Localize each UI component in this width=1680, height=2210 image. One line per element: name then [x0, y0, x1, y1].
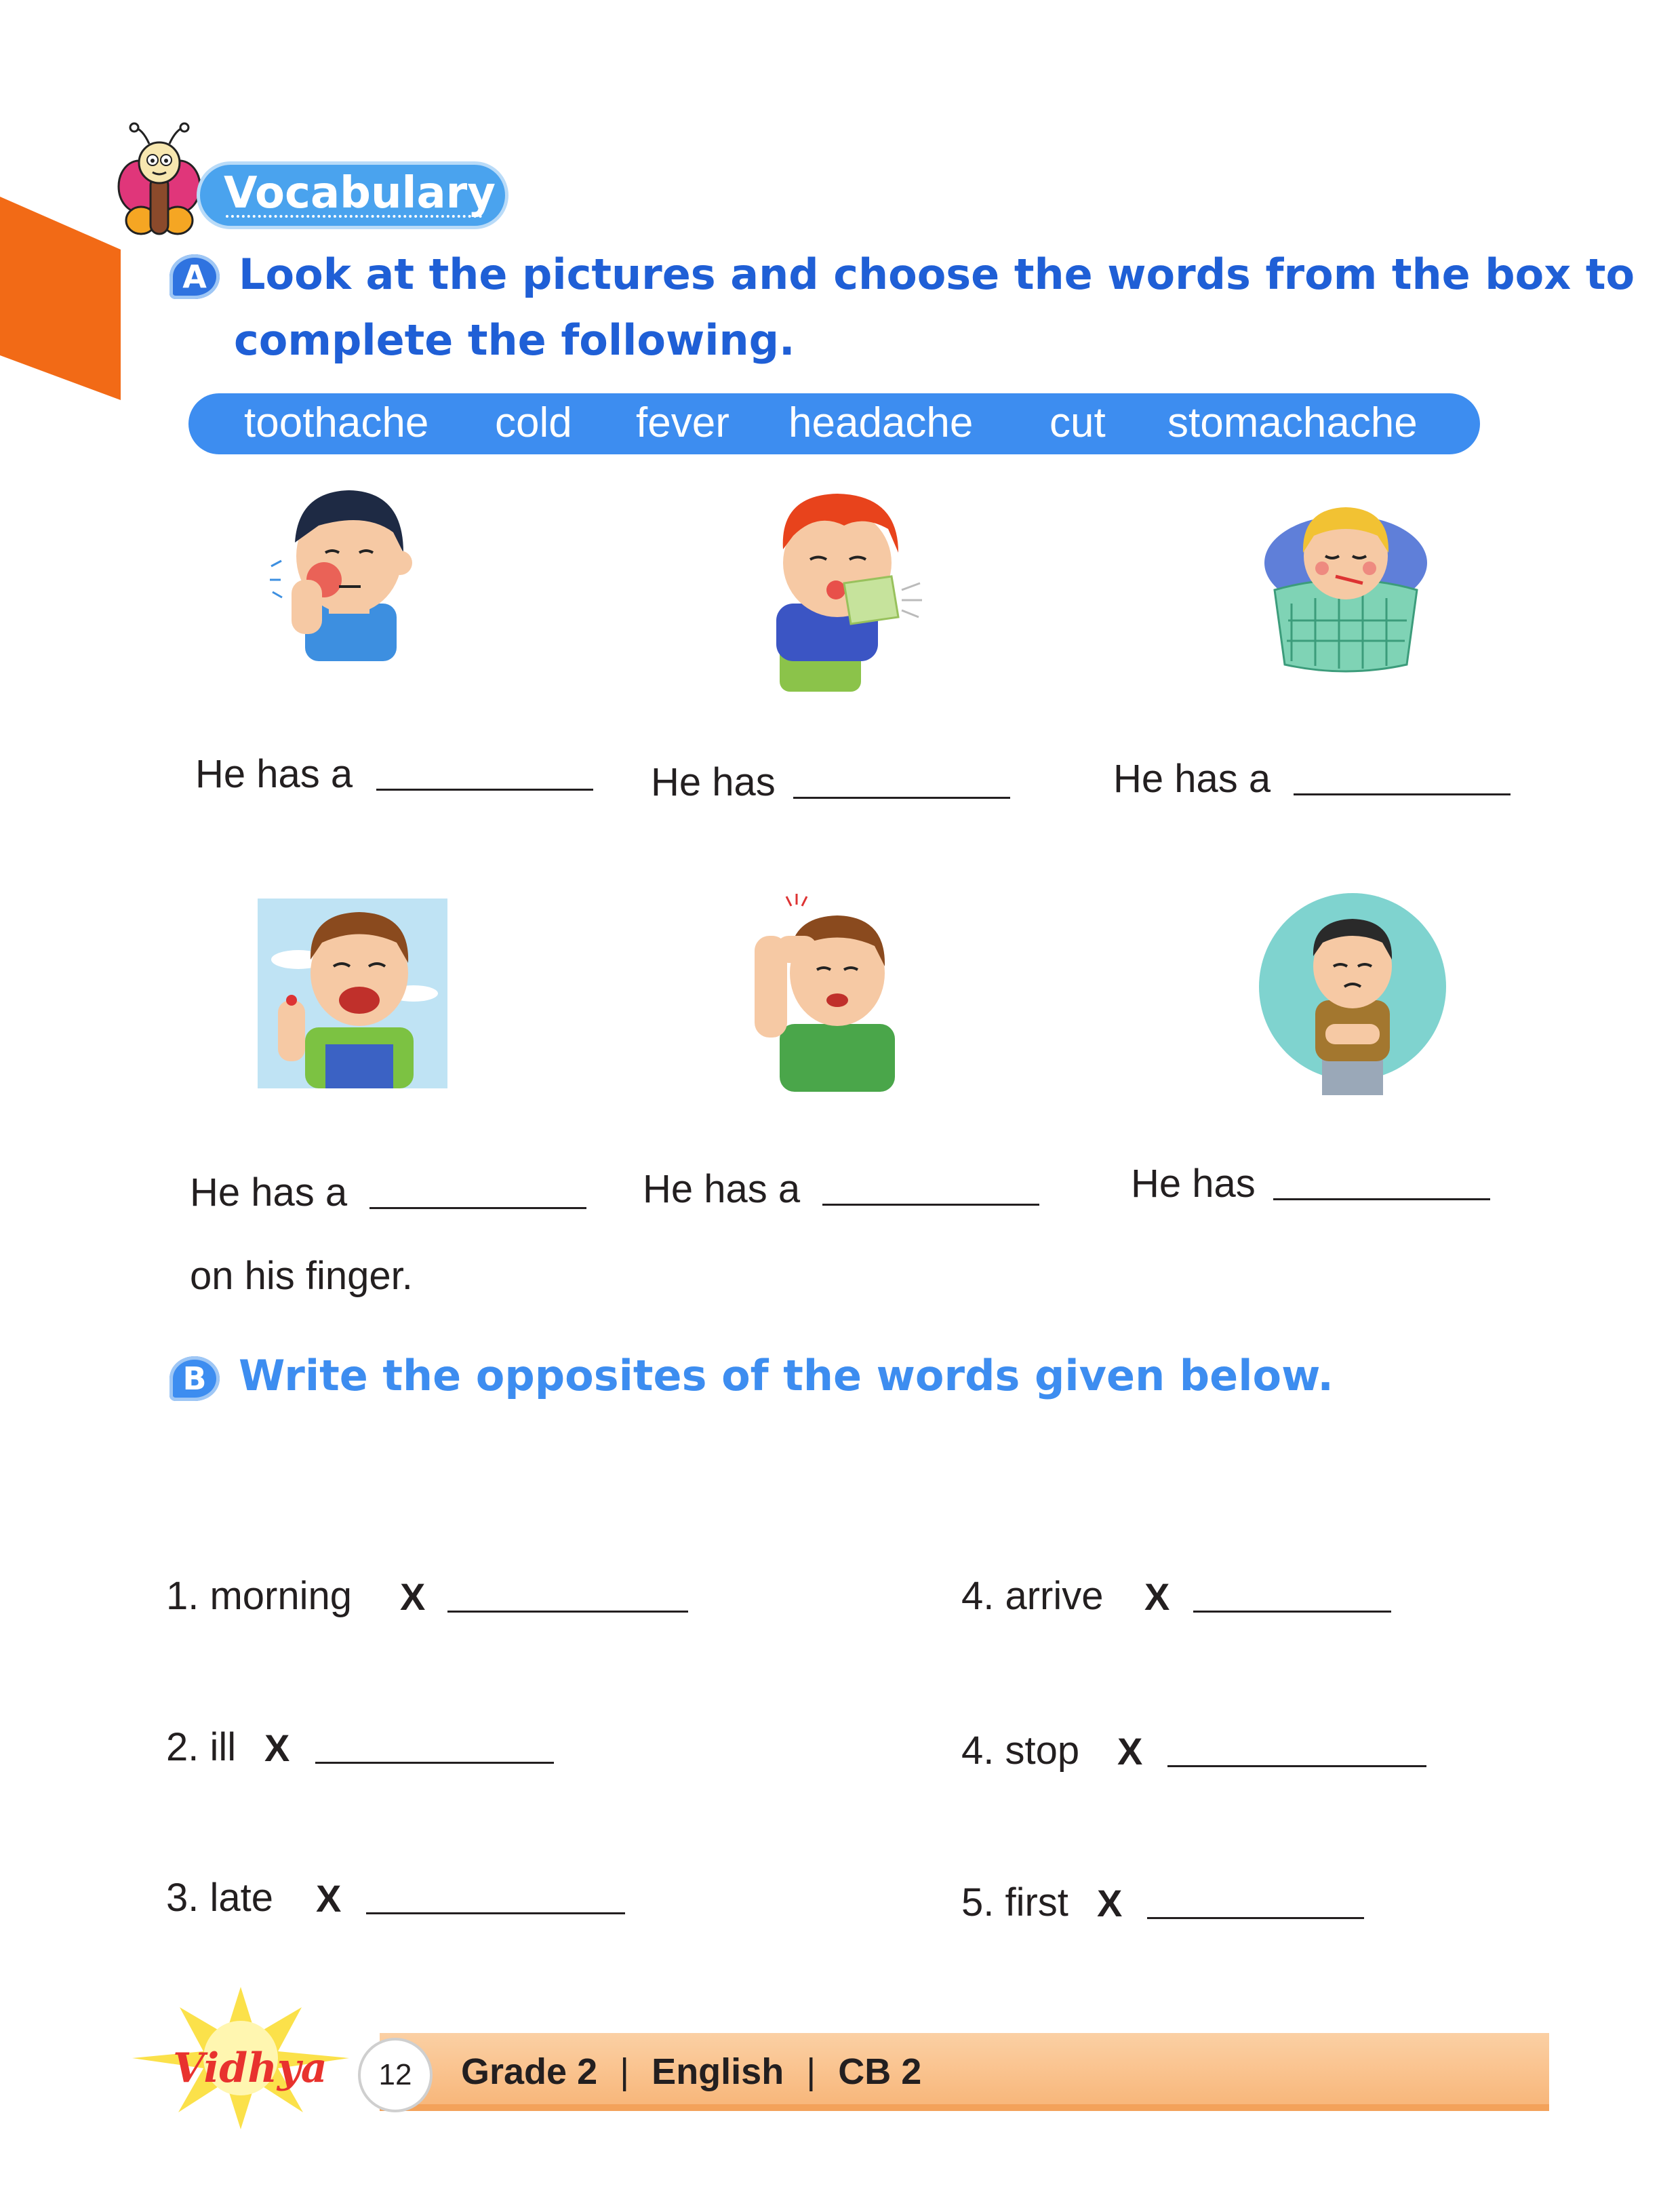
footer-divider: | [806, 2051, 816, 2092]
opposite-item-6: 5. first [961, 1880, 1068, 1925]
stomachache-boy-icon [1258, 892, 1447, 1095]
butterfly-icon [115, 122, 203, 237]
opposite-item-2: 2. ill [166, 1725, 237, 1769]
opposite-item-3: 3. late [166, 1876, 273, 1920]
word-box-item: toothache [244, 399, 429, 446]
sentence-4: He has a [190, 1170, 348, 1215]
section-a-instruction-line1: Look at the pictures and choose the words from the box to [239, 250, 1635, 299]
sentence-2: He has [651, 760, 776, 804]
sneezing-boy-icon [763, 488, 925, 692]
section-a-instruction-line2: complete the following. [234, 315, 795, 365]
answer-blank-opposite-4[interactable] [1193, 1611, 1391, 1613]
sentence-1: He has a [195, 752, 353, 796]
opposite-item-5: 4. stop [961, 1729, 1080, 1773]
answer-blank-opposite-6[interactable] [1147, 1917, 1364, 1919]
page-number: 12 [358, 2038, 433, 2112]
answer-blank-4[interactable] [369, 1207, 586, 1209]
opposite-item-4: 4. arrive [961, 1574, 1104, 1618]
vidhya-logo: Vidhya [173, 2045, 327, 2092]
x-mark: X [400, 1575, 426, 1618]
answer-blank-6[interactable] [1273, 1198, 1490, 1200]
answer-blank-2[interactable] [793, 797, 1010, 799]
footer-info [461, 2051, 921, 2093]
opposite-item-1: 1. morning [166, 1574, 353, 1618]
answer-blank-opposite-1[interactable] [447, 1611, 688, 1613]
x-mark: X [1144, 1575, 1170, 1618]
footer-divider: | [620, 2051, 630, 2092]
section-b-instruction: Write the opposites of the words given below. [239, 1351, 1334, 1400]
sentence-5: He has a [643, 1167, 801, 1211]
answer-blank-1[interactable] [376, 789, 593, 791]
answer-blank-opposite-3[interactable] [366, 1912, 625, 1914]
word-box-item: cold [495, 399, 572, 446]
word-box-item: stomachache [1167, 399, 1418, 446]
answer-blank-3[interactable] [1294, 793, 1511, 795]
headache-boy-icon [749, 888, 905, 1092]
word-box-item: fever [636, 399, 729, 446]
answer-blank-opposite-5[interactable] [1167, 1765, 1426, 1767]
word-box-item: headache [788, 399, 974, 446]
answer-blank-5[interactable] [822, 1204, 1039, 1206]
footer-subject: English [652, 2051, 784, 2092]
cut-finger-boy-icon [258, 899, 447, 1088]
x-mark: X [1117, 1730, 1143, 1773]
fever-boy-icon [1261, 488, 1431, 671]
vocabulary-title: Vocabulary [224, 168, 496, 218]
sentence-6: He has [1131, 1162, 1256, 1206]
footer-book: CB 2 [838, 2051, 922, 2092]
footer-grade: Grade 2 [461, 2051, 598, 2092]
section-a-marker: A [169, 254, 220, 299]
toothache-boy-icon [264, 478, 427, 661]
x-mark: X [264, 1726, 290, 1769]
sentence-3: He has a [1113, 757, 1271, 801]
x-mark: X [1097, 1882, 1123, 1925]
word-box-item: cut [1049, 399, 1106, 446]
corner-decoration [0, 197, 121, 400]
answer-blank-opposite-2[interactable] [315, 1762, 554, 1764]
sentence-4-continuation: on his finger. [190, 1254, 413, 1298]
x-mark: X [316, 1877, 342, 1920]
section-b-marker: B [169, 1356, 220, 1401]
